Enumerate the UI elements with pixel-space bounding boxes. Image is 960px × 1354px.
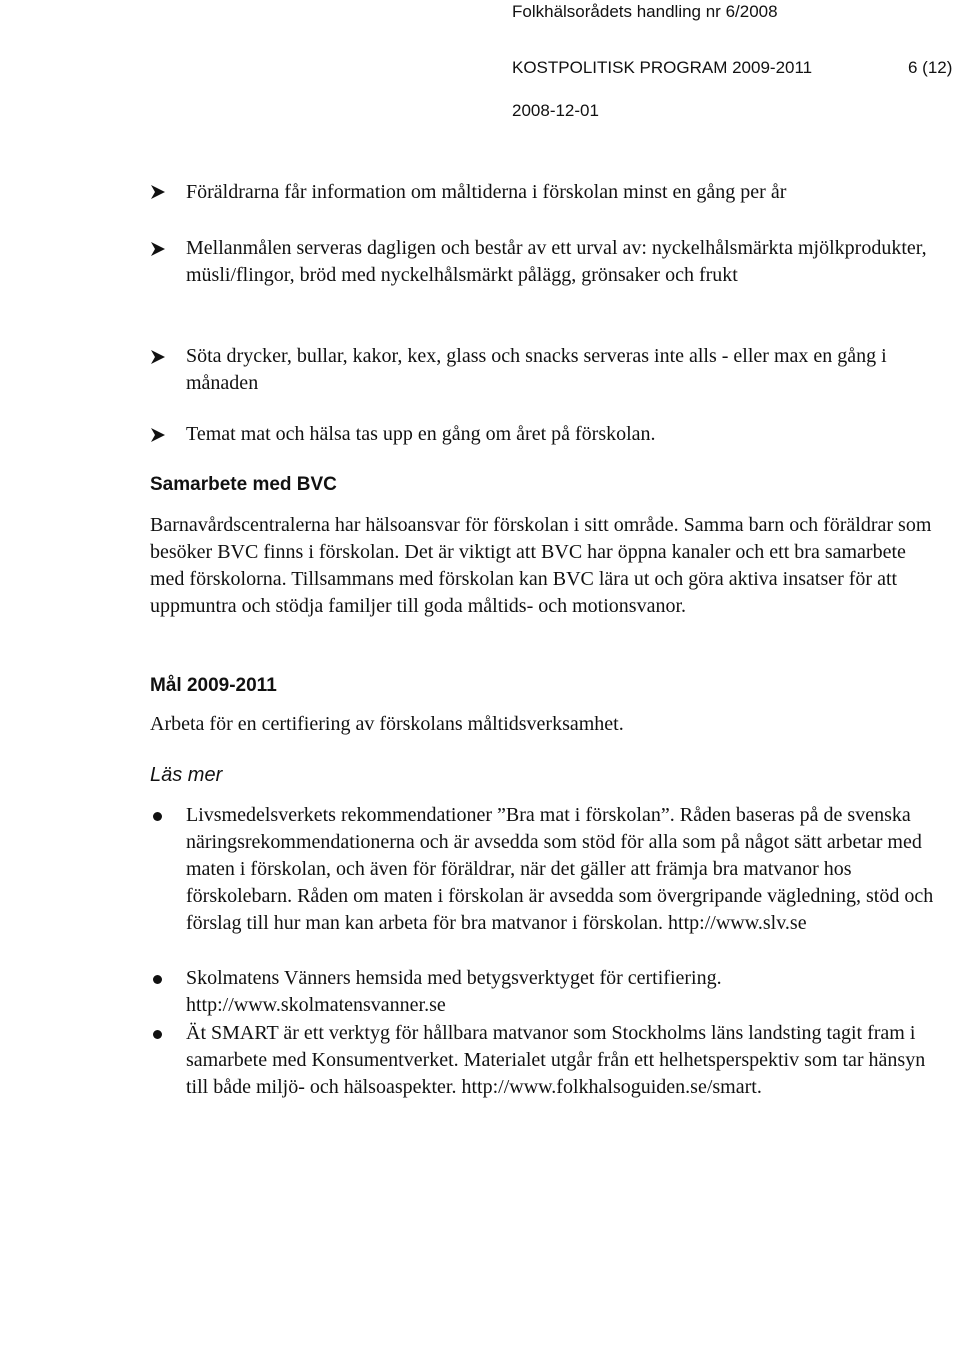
arrow-bullet-item: Föräldrarna får information om måltiderna i förskolan minst en gång per år: [186, 181, 787, 203]
arrow-bullet-item: Temat mat och hälsa tas upp en gång om året på förskolan.: [186, 423, 656, 445]
read-more-item: Livsmedelsverkets rekommendationer ”Bra mat i förskolan”. Råden baseras på de svenska näringsrekommendationerna och är avsedda som stöd för alla som på något sätt arbetar med maten i förskolan, och även för föräldrar, när det gäller att främja bra matvanor hos förskolebarn. Råden om maten i förskolan är avsedda som övergripande vägledning, stöd och förslag till hur man kan arbeta för bra matvanor i förskolan. http://www.slv.se: [186, 804, 934, 934]
header-page-number: 6 (12): [908, 58, 953, 77]
header-date: 2008-12-01: [512, 101, 599, 120]
read-more-item: Ät SMART är ett verktyg för hållbara matvanor som Stockholms läns landsting tagit fram i samarbete med Konsumentverket. Materialet utgår från ett helhetsperspektiv som tar hänsyn till både miljö- och hälsoaspekter. http://www.folkhalsoguiden.se/smart.: [186, 1022, 926, 1098]
bullet-dot-icon: [153, 1030, 162, 1039]
arrow-bullet-icon: [150, 241, 170, 261]
read-more-item: Skolmatens Vänners hemsida med betygsverktyget för certifiering. http://www.skolmatensvanner.se: [186, 967, 722, 1016]
section-text-goal: Arbeta för en certifiering av förskolans måltidsverksamhet.: [150, 713, 624, 735]
arrow-bullet-icon: [150, 184, 170, 204]
section-text-bvc: Barnavårdscentralerna har hälsoansvar för förskolan i sitt område. Samma barn och föräldrar som besöker BVC finns i förskolan. Det är viktigt att BVC har öppna kanaler och ett bra samarbete med förskolorna. Tillsammans med förskolan kan BVC lära ut och göra aktiva insatser för att uppmuntra och stödja familjer till goda måltids- och motionsvanor.: [150, 514, 932, 617]
arrow-bullet-item: Söta drycker, bullar, kakor, kex, glass och snacks serveras inte alls - eller max en gång i månaden: [186, 345, 887, 394]
header-program-title: KOSTPOLITISK PROGRAM 2009-2011: [512, 58, 813, 77]
header-org: Folkhälsorådets handling nr 6/2008: [512, 2, 778, 21]
arrow-bullet-icon: [150, 427, 170, 447]
bullet-dot-icon: [153, 975, 162, 984]
section-heading-goal: Mål 2009-2011: [150, 675, 277, 696]
bullet-dot-icon: [153, 812, 162, 821]
section-heading-read-more: Läs mer: [150, 764, 223, 786]
section-heading-bvc: Samarbete med BVC: [150, 474, 337, 495]
arrow-bullet-item: Mellanmålen serveras dagligen och består av ett urval av: nyckelhålsmärkta mjölkprodukter, müsli/flingor, bröd med nyckelhålsmärkt pålägg, grönsaker och frukt: [186, 237, 927, 286]
arrow-bullet-icon: [150, 349, 170, 369]
